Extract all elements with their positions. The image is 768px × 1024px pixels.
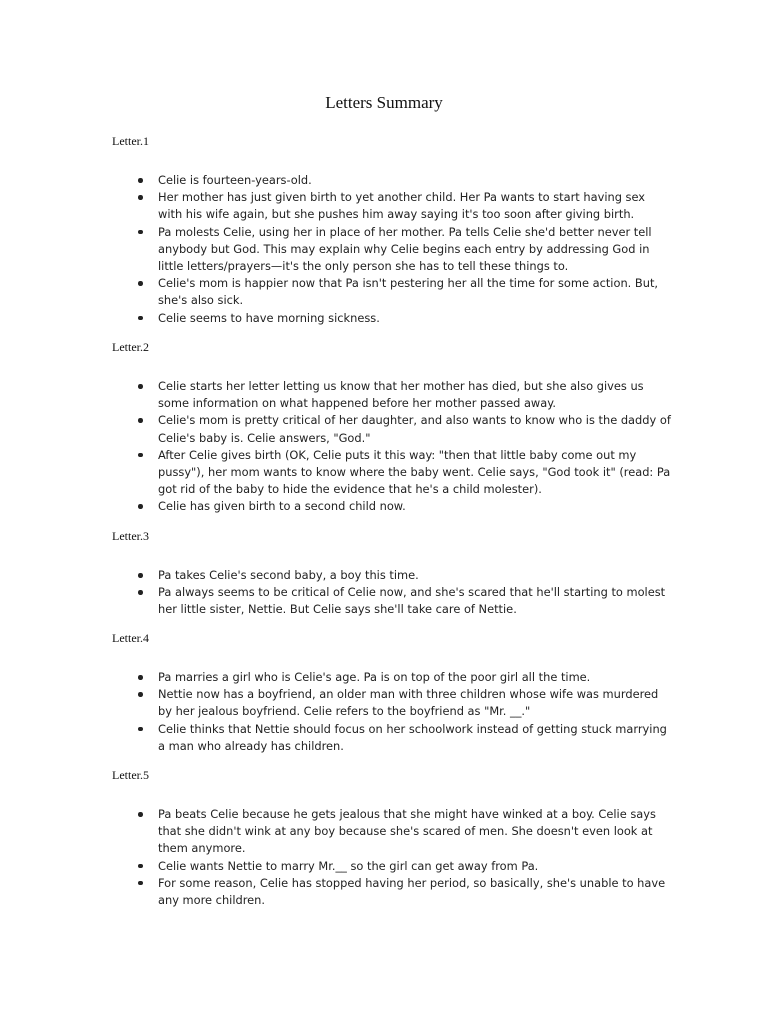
bullet-icon (138, 504, 143, 509)
list-item-text: Celie wants Nettie to marry Mr.__ so the girl can get away from Pa. (158, 858, 539, 873)
bullet-icon (138, 812, 143, 817)
list-item (112, 498, 672, 515)
bullet-icon (138, 316, 143, 321)
bullet-list (112, 806, 672, 909)
list-item-text: Pa takes Celie's second baby, a boy this time. (158, 568, 419, 582)
list-item (112, 686, 672, 720)
list-item (112, 275, 672, 309)
section-heading: Letter.1 (112, 134, 149, 148)
bullet-icon (138, 864, 143, 869)
list-item (112, 224, 672, 276)
document-title: Letters Summary (325, 93, 443, 112)
bullet-icon (138, 418, 143, 423)
letter-section (112, 134, 672, 327)
list-item (112, 310, 672, 327)
bullet-list (112, 567, 672, 619)
list-item (112, 189, 672, 223)
list-item (112, 858, 672, 875)
list-item (112, 378, 672, 412)
list-item-text: Celie starts her letter letting us know that her mother has died, but she also gives us some information on what happened before her mother passed away. (158, 379, 644, 411)
bullet-icon (138, 230, 143, 235)
list-item (112, 875, 672, 909)
bullet-icon (138, 727, 143, 732)
list-item-text: For some reason, Celie has stopped having her period, so basically, she's unable to have any more children. (158, 875, 666, 908)
list-item (112, 567, 672, 584)
bullet-icon (138, 590, 143, 595)
section-heading: Letter.2 (112, 340, 149, 354)
bullet-list (112, 669, 672, 755)
bullet-icon (138, 453, 143, 458)
bullet-icon (138, 281, 143, 286)
list-item-text: Her mother has just given birth to yet another child. Her Pa wants to start having sex with his wife again, but she pushes him away saying it's too soon after giving birth. (158, 190, 646, 222)
list-item-text: Pa always seems to be critical of Celie now, and she's scared that he'll starting to molest her little sister, Nettie. But Celie says she'll take care of Nettie. (158, 585, 666, 617)
list-item (112, 412, 672, 446)
bullet-icon (138, 881, 143, 886)
list-item (112, 447, 672, 499)
list-item-text: Celie seems to have morning sickness. (158, 310, 380, 325)
list-item-text: Pa molests Celie, using her in place of her mother. Pa tells Celie she'd better never tell anybody but God. This may explain why Celie begins each entry by addressing God in little letters/prayers—it's the only person she has to tell these things to. (158, 224, 652, 274)
letter-section (112, 340, 672, 516)
list-item (112, 669, 672, 686)
list-item (112, 172, 672, 189)
section-heading: Letter.5 (112, 768, 149, 782)
list-item-text: Celie's mom is happier now that Pa isn't pestering her all the time for some action. But, she's also sick. (158, 276, 659, 308)
list-item (112, 806, 672, 858)
list-item-text: Celie is fourteen-years-old. (158, 173, 312, 187)
list-item-text: Pa beats Celie because he gets jealous that she might have winked at a boy. Celie says that she didn't wink at any boy because she's scared of men. She doesn't even look at them anymore. (158, 807, 656, 856)
letter-section (112, 631, 672, 755)
bullet-icon (138, 178, 143, 183)
list-item-text: Celie has given birth to a second child now. (158, 499, 406, 514)
letter-section (112, 768, 672, 909)
list-item-text: After Celie gives birth (OK, Celie puts it this way: "then that little baby come out my pussy"), her mom wants to know where the baby went. Celie says, "God took it" (read: Pa got rid of the baby to hide the evidence that he's a child molester). (158, 447, 671, 497)
bullet-icon (138, 384, 143, 389)
letter-section (112, 529, 672, 619)
bullet-list (112, 378, 672, 516)
section-heading: Letter.4 (112, 631, 149, 645)
section-heading: Letter.3 (112, 529, 149, 543)
list-item (112, 721, 672, 755)
bullet-icon (138, 692, 143, 697)
list-item-text: Pa marries a girl who is Celie's age. Pa is on top of the poor girl all the time. (158, 670, 591, 684)
list-item-text: Celie thinks that Nettie should focus on her schoolwork instead of getting stuck marrying a man who already has children. (158, 721, 667, 753)
bullet-icon (138, 573, 143, 578)
bullet-icon (138, 675, 143, 680)
list-item (112, 584, 672, 618)
list-item-text: Celie's mom is pretty critical of her daughter, and also wants to know who is the daddy of Celie's baby is. Celie answers, "God." (158, 413, 671, 445)
bullet-icon (138, 195, 143, 200)
list-item-text: Nettie now has a boyfriend, an older man with three children whose wife was murdered by her jealous boyfriend. Celie refers to the boyfriend as "Mr. __." (158, 687, 659, 719)
bullet-list (112, 172, 672, 327)
